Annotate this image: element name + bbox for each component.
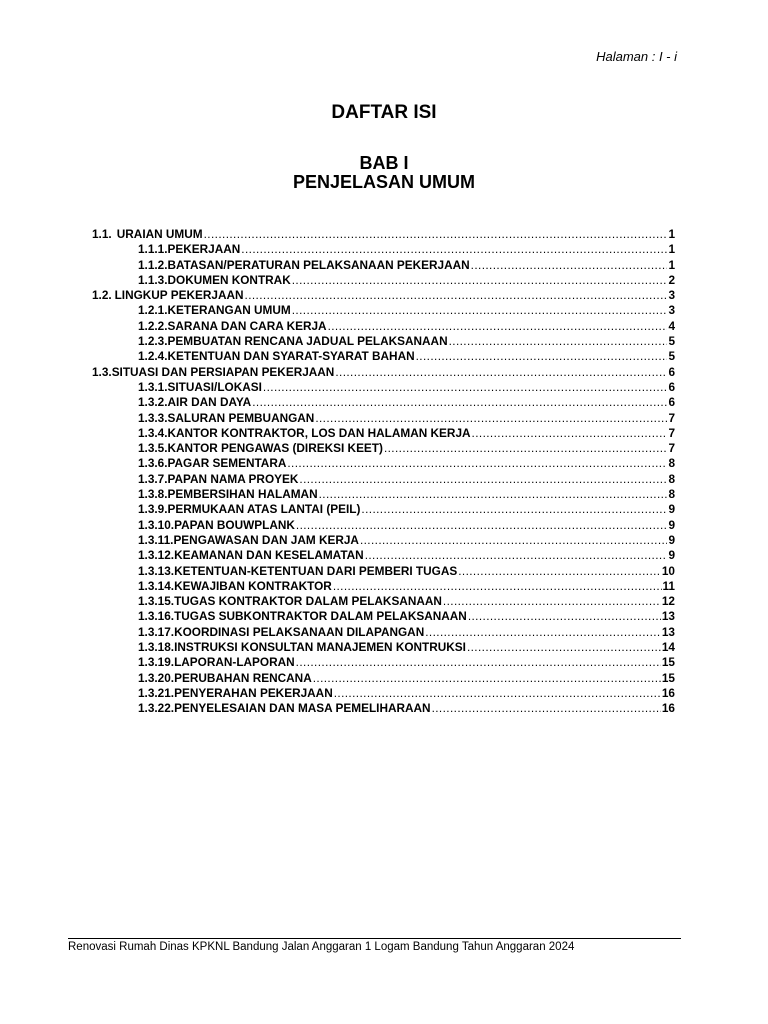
chapter-name: PENJELASAN UMUM	[292, 172, 475, 192]
table-of-contents	[92, 227, 675, 717]
toc-entry[interactable]	[92, 502, 675, 517]
toc-entry-page: 9	[668, 517, 675, 532]
toc-entry[interactable]	[92, 411, 675, 426]
toc-entry-number: 1.3.22.	[138, 701, 175, 716]
toc-entry-number: 1.3.4.	[138, 425, 168, 440]
toc-entry[interactable]	[92, 625, 675, 640]
toc-entry-number: 1.3.	[92, 364, 112, 379]
toc-entry-title: TUGAS SUBKONTRAKTOR DALAM PELAKSANAAN	[174, 609, 467, 624]
toc-entry-title: PAPAN BOUWPLANK	[174, 517, 295, 532]
toc-entry-title: SITUASI/LOKASI	[167, 379, 262, 394]
toc-entry-number: 1.3.16.	[138, 609, 175, 624]
toc-entry-page: 8	[668, 471, 675, 486]
toc-entry-number: 1.3.5.	[138, 441, 168, 456]
toc-entry-title: KETERANGAN UMUM	[167, 303, 291, 318]
toc-entry-title: KEWAJIBAN KONTRAKTOR	[174, 578, 332, 593]
toc-entry-title: DOKUMEN KONTRAK	[167, 272, 291, 287]
chapter-heading	[0, 154, 768, 192]
toc-entry-number: 1.3.20.	[138, 670, 175, 685]
toc-entry[interactable]	[92, 487, 675, 502]
toc-entry-page: 15	[661, 670, 675, 685]
toc-dot-leader	[204, 227, 668, 242]
toc-entry-title: SITUASI DAN PERSIAPAN PEKERJAAN	[111, 364, 335, 379]
toc-entry-number: 1.3.1.	[138, 379, 168, 394]
toc-entry-number: 1.3.18.	[138, 640, 175, 655]
toc-entry[interactable]	[92, 701, 675, 716]
toc-entry[interactable]	[92, 671, 675, 686]
toc-entry-number: 1.3.17.	[138, 624, 175, 639]
toc-entry[interactable]	[92, 303, 675, 318]
toc-entry[interactable]	[92, 548, 675, 563]
toc-entry[interactable]	[92, 609, 675, 624]
toc-entry-number: 1.2.3.	[138, 334, 168, 349]
toc-entry-page: 4	[668, 318, 675, 333]
toc-entry-title: URAIAN UMUM	[116, 227, 203, 241]
toc-entry[interactable]	[92, 395, 675, 410]
toc-dot-leader	[458, 564, 661, 579]
toc-dot-leader	[252, 395, 667, 410]
toc-entry-title: BATASAN/PERATURAN PELAKSANAAN PEKERJAAN	[167, 257, 470, 272]
toc-dot-leader	[361, 502, 667, 517]
toc-entry-title: KANTOR PENGAWAS (DIREKSI KEET)	[167, 441, 383, 456]
toc-dot-leader	[449, 334, 668, 349]
toc-entry[interactable]	[92, 426, 675, 441]
toc-dot-leader	[467, 640, 661, 655]
toc-dot-leader	[471, 258, 668, 273]
toc-entry-title: PENGAWASAN DAN JAM KERJA	[173, 532, 359, 547]
toc-entry-page: 8	[668, 456, 675, 471]
toc-entry[interactable]	[92, 594, 675, 609]
toc-entry-number: 1.3.19.	[138, 655, 175, 670]
toc-entry-number: 1.3.2.	[138, 395, 168, 410]
toc-entry-number: 1.3.9.	[138, 502, 168, 517]
toc-entry-page: 14	[661, 640, 675, 655]
toc-entry-page: 9	[668, 548, 675, 563]
toc-entry-page: 5	[668, 334, 675, 349]
toc-entry-title: PEMBERSIHAN HALAMAN	[167, 487, 318, 502]
toc-dot-leader	[334, 686, 661, 701]
toc-entry[interactable]	[92, 334, 675, 349]
document-title: DAFTAR ISI	[331, 102, 437, 123]
toc-entry-title: KOORDINASI PELAKSANAAN DILAPANGAN	[174, 624, 425, 639]
toc-entry[interactable]	[92, 640, 675, 655]
toc-dot-leader	[468, 609, 661, 624]
toc-entry[interactable]	[92, 242, 675, 257]
toc-entry[interactable]	[92, 518, 675, 533]
toc-dot-leader	[384, 441, 668, 456]
toc-dot-leader	[425, 625, 661, 640]
toc-dot-leader	[313, 671, 661, 686]
toc-entry-title: PERMUKAAN ATAS LANTAI (PEIL)	[167, 502, 361, 517]
toc-entry-number: 1.3.12.	[138, 548, 175, 563]
toc-entry-title: PAPAN NAMA PROYEK	[167, 471, 299, 486]
toc-dot-leader	[328, 319, 668, 334]
toc-entry[interactable]	[92, 273, 675, 288]
toc-entry-title: KETENTUAN-KETENTUAN DARI PEMBERI TUGAS	[174, 563, 458, 578]
toc-entry-title: KANTOR KONTRAKTOR, LOS DAN HALAMAN KERJA	[167, 425, 471, 440]
toc-entry[interactable]	[92, 533, 675, 548]
toc-entry-number: 1.3.21.	[138, 685, 175, 700]
toc-entry-title: PENYELESAIAN DAN MASA PEMELIHARAAN	[174, 701, 431, 716]
toc-dot-leader	[365, 548, 668, 563]
toc-entry-page: 7	[668, 441, 675, 456]
toc-entry-title: PENYERAHAN PEKERJAAN	[174, 685, 333, 700]
toc-entry-number: 1.2.2.	[138, 318, 168, 333]
toc-entry-page: 3	[668, 288, 675, 303]
toc-entry-page: 7	[668, 425, 675, 440]
page-number: Halaman : I - i	[596, 49, 677, 64]
toc-entry-page: 15	[661, 655, 675, 670]
toc-dot-leader	[416, 349, 668, 364]
toc-entry[interactable]	[92, 472, 675, 487]
toc-entry-number: 1.3.13.	[138, 563, 175, 578]
toc-entry-title: AIR DAN DAYA	[167, 395, 252, 410]
toc-dot-leader	[335, 365, 667, 380]
toc-entry-title: KEAMANAN DAN KESELAMATAN	[174, 548, 364, 563]
toc-entry-page: 1	[668, 242, 675, 257]
toc-entry-number: 1.3.11.	[138, 532, 174, 547]
toc-entry-page: 13	[661, 609, 675, 624]
toc-entry-title: PEMBUATAN RENCANA JADUAL PELAKSANAAN	[167, 334, 448, 349]
toc-entry-number: 1.1.	[92, 227, 112, 241]
toc-entry-page: 7	[668, 410, 675, 425]
toc-dot-leader	[360, 533, 668, 548]
footer-divider	[68, 938, 681, 939]
toc-entry[interactable]	[92, 564, 675, 579]
toc-entry-number: 1.3.3.	[138, 410, 168, 425]
toc-entry-page: 6	[668, 379, 675, 394]
toc-entry-page: 1	[668, 257, 675, 272]
toc-entry-number: 1.3.10.	[138, 517, 175, 532]
toc-dot-leader	[299, 472, 667, 487]
toc-entry-page: 6	[668, 364, 675, 379]
toc-entry-number: 1.1.2.	[138, 257, 168, 272]
footer-text: Renovasi Rumah Dinas KPKNL Bandung Jalan Anggaran 1 Logam Bandung Tahun Anggaran 2024	[68, 941, 575, 953]
toc-dot-leader	[472, 426, 668, 441]
toc-entry-title: LAPORAN-LAPORAN	[174, 655, 295, 670]
toc-entry-page: 12	[661, 594, 675, 609]
toc-entry[interactable]	[92, 288, 675, 303]
toc-dot-leader	[319, 487, 668, 502]
toc-entry-number: 1.2.4.	[138, 349, 168, 364]
toc-dot-leader	[241, 242, 667, 257]
toc-entry[interactable]	[92, 380, 675, 395]
toc-entry-title: TUGAS KONTRAKTOR DALAM PELAKSANAAN	[174, 594, 442, 609]
toc-entry-number: 1.2.	[92, 288, 112, 303]
toc-dot-leader	[443, 594, 661, 609]
toc-entry[interactable]	[92, 227, 675, 242]
toc-entry-title: PERUBAHAN RENCANA	[174, 670, 312, 685]
toc-entry-number: 1.1.3.	[138, 272, 168, 287]
toc-entry-page: 9	[668, 502, 675, 517]
toc-entry-page: 13	[661, 624, 675, 639]
toc-dot-leader	[333, 579, 662, 594]
toc-entry[interactable]	[92, 456, 675, 471]
toc-dot-leader	[292, 303, 668, 318]
toc-entry-page: 10	[661, 563, 675, 578]
toc-entry-number: 1.3.7.	[138, 471, 168, 486]
toc-entry[interactable]	[92, 579, 675, 594]
toc-dot-leader	[245, 288, 668, 303]
toc-entry[interactable]	[92, 441, 675, 456]
toc-entry-number: 1.1.1.	[138, 242, 168, 257]
toc-dot-leader	[287, 456, 667, 471]
toc-entry[interactable]	[92, 655, 675, 670]
toc-entry-page: 2	[668, 272, 675, 287]
toc-dot-leader	[296, 518, 668, 533]
toc-entry[interactable]	[92, 319, 675, 334]
toc-entry-number: 1.3.6.	[138, 456, 168, 471]
toc-entry-page: 6	[668, 395, 675, 410]
toc-entry-page: 16	[661, 685, 675, 700]
toc-entry[interactable]	[92, 365, 675, 380]
toc-entry-title: PAGAR SEMENTARA	[167, 456, 287, 471]
toc-entry-title: PEKERJAAN	[167, 242, 241, 257]
toc-entry-number: 1.3.14.	[138, 578, 175, 593]
toc-entry-page: 9	[668, 532, 675, 547]
toc-entry-number: 1.3.8.	[138, 487, 168, 502]
toc-entry-title: SARANA DAN CARA KERJA	[167, 318, 327, 333]
toc-dot-leader	[315, 411, 667, 426]
toc-entry-title: KETENTUAN DAN SYARAT-SYARAT BAHAN	[167, 349, 415, 364]
toc-entry-page: 8	[668, 487, 675, 502]
toc-entry-page: 11	[662, 578, 675, 593]
toc-dot-leader	[263, 380, 668, 395]
toc-entry-number: 1.2.1.	[138, 303, 168, 318]
toc-entry-title: SALURAN PEMBUANGAN	[167, 410, 315, 425]
toc-entry-page: 5	[668, 349, 675, 364]
toc-entry[interactable]	[92, 686, 675, 701]
toc-entry[interactable]	[92, 349, 675, 364]
chapter-label: BAB I	[359, 153, 409, 173]
toc-dot-leader	[296, 655, 661, 670]
toc-entry[interactable]	[92, 258, 675, 273]
toc-entry-page: 3	[668, 303, 675, 318]
toc-entry-title: INSTRUKSI KONSULTAN MANAJEMEN KONTRUKSI	[174, 640, 466, 655]
toc-entry-page: 1	[668, 227, 675, 241]
toc-entry-page: 16	[661, 701, 675, 716]
toc-entry-title: LINGKUP PEKERJAAN	[114, 288, 244, 303]
toc-dot-leader	[292, 273, 668, 288]
toc-entry-number: 1.3.15.	[138, 594, 175, 609]
toc-dot-leader	[432, 701, 661, 716]
